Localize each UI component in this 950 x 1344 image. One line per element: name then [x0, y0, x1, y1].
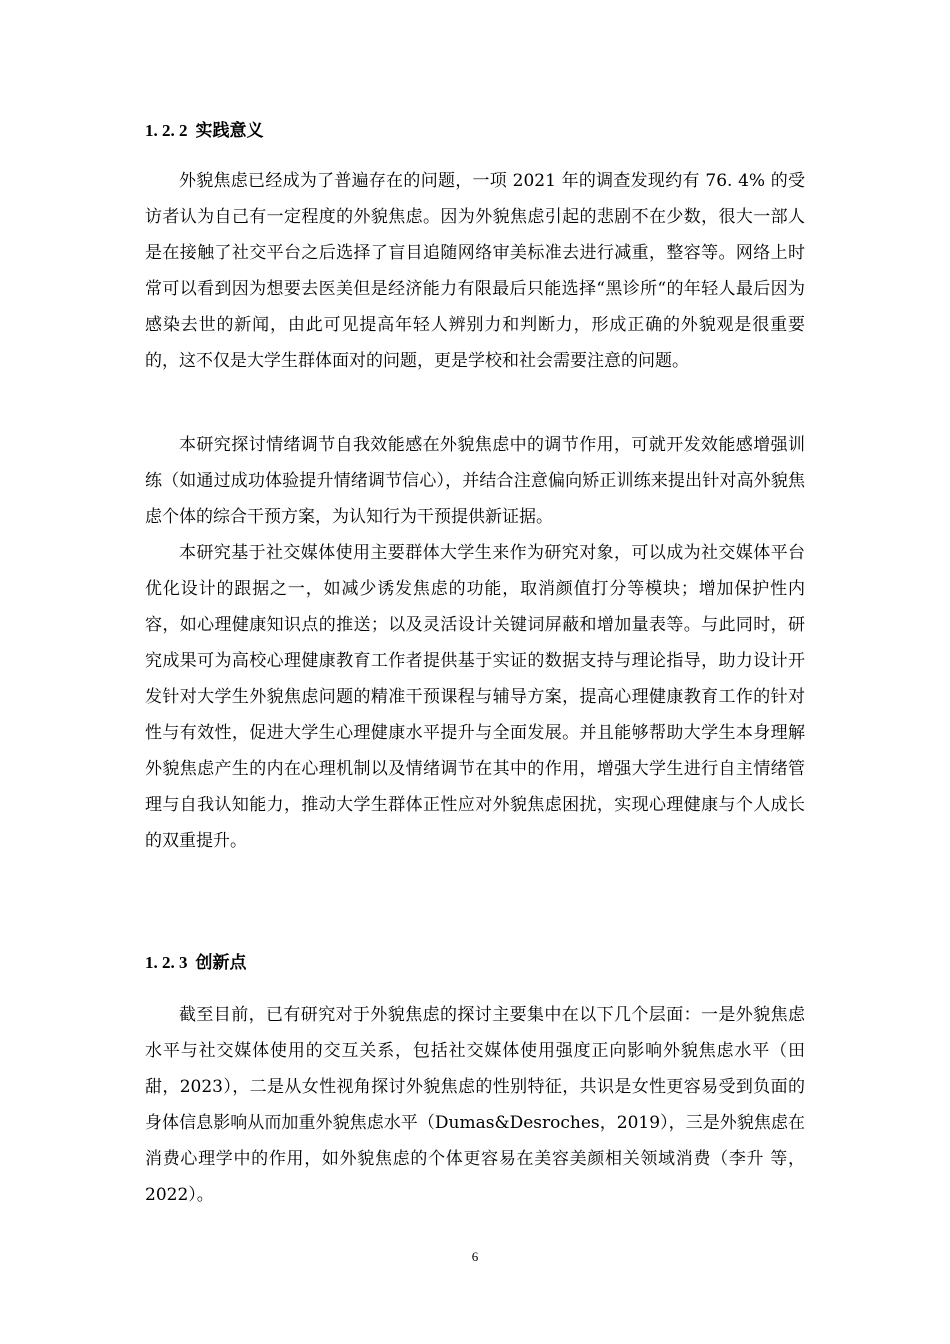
section-heading-1-2-3: [145, 951, 247, 975]
paragraph-prevalence: 外貌焦虑已经成为了普遍存在的问题，一项 2021 年的调查发现约有 76. 4% 的受访者认为自己有一定程度的外貌焦虑。因为外貌焦虑引起的悲剧不在少数，很大一部人是在接触了社交平台之后选择了盲目追随网络审美标准去进行减重，整容等。网络上时常可以看到因为想要去医美但是经济能力有限最后只能选择“黑诊所“的年轻人最后因为感染去世的新闻，由此可见提高年轻人辨别力和判断力，形成正确的外貌观是很重要的，这不仅是大学生群体面对的问题，更是学校和社会需要注意的问题。: [145, 171, 805, 371]
section-title: 实践意义: [195, 121, 264, 141]
page-number: 6: [471, 1249, 479, 1264]
paragraph-social-media-design: 本研究基于社交媒体使用主要群体大学生来作为研究对象，可以成为社交媒体平台优化设计的跟据之一，如减少诱发焦虑的功能，取消颜值打分等模块；增加保护性内容，如心理健康知识点的推送；以及灵活设计关键词屏蔽和增加量表等。与此同时，研究成果可为高校心理健康教育工作者提供基于实证的数据支持与理论指导，助力设计开发针对大学生外貌焦虑问题的精准干预课程与辅导方案，提高心理健康教育工作的针对性与有效性，促进大学生心理健康水平提升与全面发展。并且能够帮助大学生本身理解外貌焦虑产生的内在心理机制以及情绪调节在其中的作用，增强大学生进行自主情绪管理与自我认知能力，推动大学生群体正性应对外貌焦虑困扰，实现心理健康与个人成长的双重提升。: [145, 543, 805, 851]
section-heading-1-2-2: [145, 119, 264, 143]
section-number: 1. 2. 2: [145, 121, 188, 140]
section-title: 创新点: [195, 953, 247, 973]
section-number: 1. 2. 3: [145, 953, 188, 972]
paragraph-intervention: 本研究探讨情绪调节自我效能感在外貌焦虑中的调节作用，可就开发效能感增强训练（如通过成功体验提升情绪调节信心），并结合注意偏向矫正训练来提出针对高外貌焦虑个体的综合干预方案，为认知行为干预提供新证据。: [145, 435, 805, 527]
paragraph-existing-research: 截至目前，已有研究对于外貌焦虑的探讨主要集中在以下几个层面：一是外貌焦虑水平与社交媒体使用的交互关系，包括社交媒体使用强度正向影响外貌焦虑水平（田甜，2023），二是从女性视角探讨外貌焦虑的性别特征，共识是女性更容易受到负面的身体信息影响从而加重外貌焦虑水平（Dumas&Desroches，2019），三是外貌焦虑在消费心理学中的作用，如外貌焦虑的个体更容易在美容美颜相关领域消费（李升 等，2022）。: [145, 1005, 805, 1205]
